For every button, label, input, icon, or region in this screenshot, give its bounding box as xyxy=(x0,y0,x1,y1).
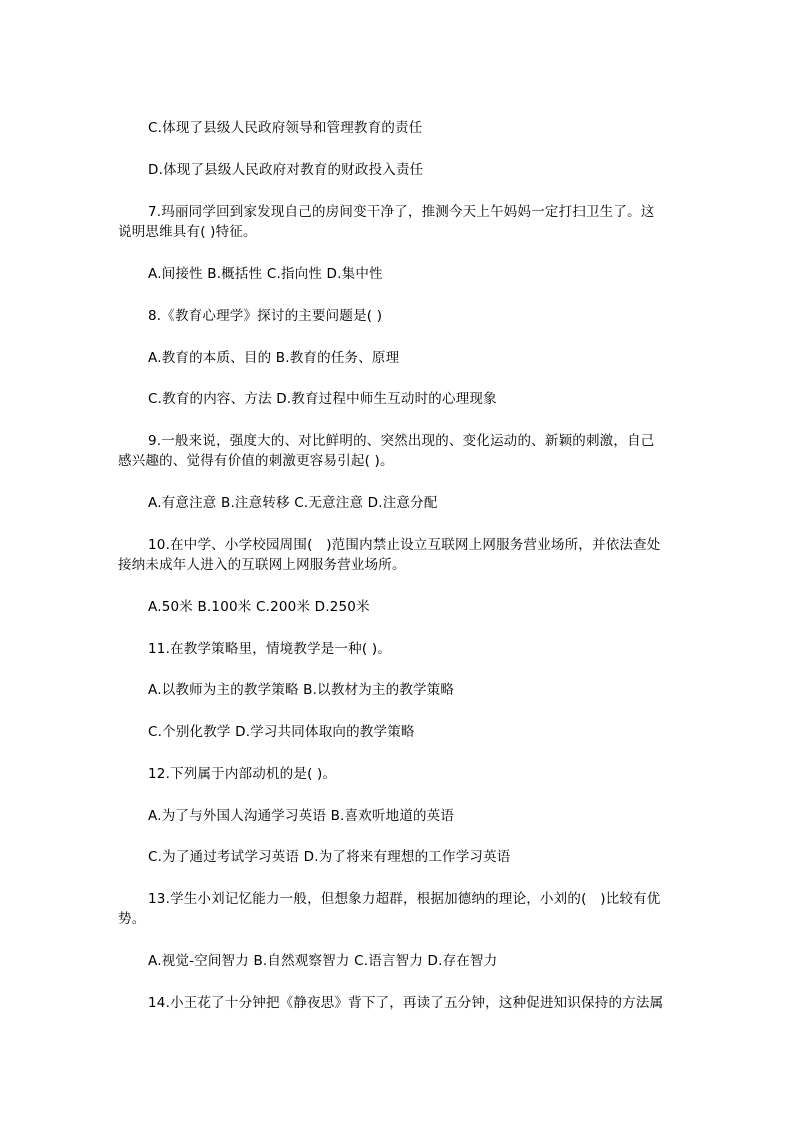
question-8-options-cd: C.教育的内容、方法 D.教育过程中师生互动时的心理现象 xyxy=(148,391,497,407)
question-8: 8.《教育心理学》探讨的主要问题是( ) xyxy=(148,308,383,324)
question-9-options: A.有意注意 B.注意转移 C.无意注意 D.注意分配 xyxy=(148,495,438,511)
question-12: 12.下列属于内部动机的是( )。 xyxy=(148,766,337,782)
question-12-options-ab: A.为了与外国人沟通学习英语 B.喜欢听地道的英语 xyxy=(148,808,455,824)
question-10: 10.在中学、小学校园周围( )范围内禁止设立互联网上网服务营业场所，并依法查处接纳未成年人进入的互联网上网服务营业场所。 xyxy=(118,537,661,573)
question-7-options: A.间接性 B.概括性 C.指向性 D.集中性 xyxy=(148,266,383,282)
question-13: 13.学生小刘记忆能力一般，但想象力超群，根据加德纳的理论，小刘的( )比较有优势。 xyxy=(118,891,661,927)
question-9: 9.一般来说，强度大的、对比鲜明的、突然出现的、变化运动的、新颖的刺激，自己感兴趣的、觉得有价值的刺激更容易引起( )。 xyxy=(118,433,655,469)
question-7: 7.玛丽同学回到家发现自己的房间变干净了，推测今天上午妈妈一定打扫卫生了。这说明思维具有( )特征。 xyxy=(118,204,655,240)
option-line-c-county-leadership: C.体现了县级人民政府领导和管理教育的责任 xyxy=(148,120,423,136)
question-14: 14.小王花了十分钟把《静夜思》背下了，再读了五分钟，这种促进知识保持的方法属 xyxy=(148,995,664,1011)
question-12-options-cd: C.为了通过考试学习英语 D.为了将来有理想的工作学习英语 xyxy=(148,849,511,865)
question-11-options-ab: A.以教师为主的教学策略 B.以教材为主的教学策略 xyxy=(148,682,455,698)
question-11: 11.在教学策略里，情境教学是一种( )。 xyxy=(148,641,391,657)
question-10-options: A.50米 B.100米 C.200米 D.250米 xyxy=(148,599,370,615)
option-line-d-county-finance: D.体现了县级人民政府对教育的财政投入责任 xyxy=(148,162,424,178)
question-8-options-ab: A.教育的本质、目的 B.教育的任务、原理 xyxy=(148,350,400,366)
question-11-options-cd: C.个别化教学 D.学习共同体取向的教学策略 xyxy=(148,724,415,740)
question-13-options: A.视觉-空间智力 B.自然观察智力 C.语言智力 D.存在智力 xyxy=(148,953,498,969)
